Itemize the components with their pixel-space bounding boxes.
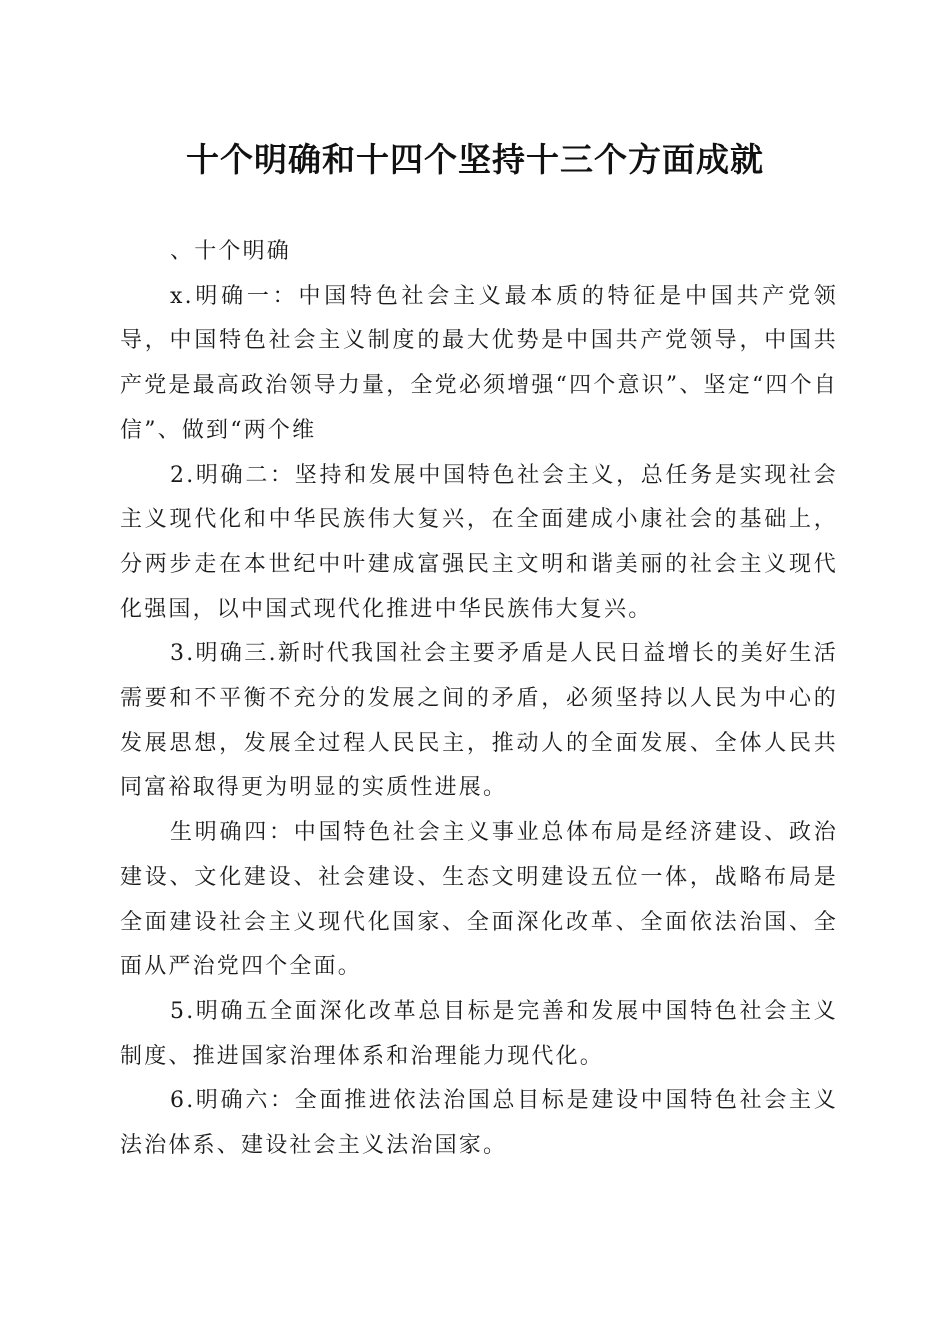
document-title: 十个明确和十四个坚持十三个方面成就 bbox=[186, 140, 764, 179]
document-body bbox=[120, 230, 838, 1169]
paragraph-4: 生明确四：中国特色社会主义事业总体布局是经济建设、政治建设、文化建设、社会建设、生态文明建设五位一体，战略布局是全面建设社会主义现代化国家、全面深化改革、全面依法治国、全面从严治党四个全面。 bbox=[120, 820, 838, 980]
paragraph-6: 6.明确六：全面推进依法治国总目标是建设中国特色社会主义法治体系、建设社会主义法治国家。 bbox=[120, 1088, 838, 1159]
paragraph-2: 2.明确二：坚持和发展中国特色社会主义，总任务是实现社会主义现代化和中华民族伟大复兴，在全面建成小康社会的基础上，分两步走在本世纪中叶建成富强民主文明和谐美丽的社会主义现代化强国，以中国式现代化推进中华民族伟大复兴。 bbox=[120, 462, 838, 622]
paragraph-1: x.明确一：中国特色社会主义最本质的特征是中国共产党领导，中国特色社会主义制度的最大优势是中国共产党领导，中国共产党是最高政治领导力量，全党必须增强“四个意识”、坚定“四个自信”、做到“两个维 bbox=[120, 283, 838, 443]
section-heading: 、十个明确 bbox=[170, 239, 292, 264]
paragraph-5: 5.明确五全面深化改革总目标是完善和发展中国特色社会主义制度、推进国家治理体系和治理能力现代化。 bbox=[120, 998, 838, 1069]
paragraph-3: 3.明确三.新时代我国社会主要矛盾是人民日益增长的美好生活需要和不平衡不充分的发展之间的矛盾，必须坚持以人民为中心的发展思想，发展全过程人民民主，推动人的全面发展、全体人民共同富裕取得更为明显的实质性进展。 bbox=[120, 641, 838, 801]
